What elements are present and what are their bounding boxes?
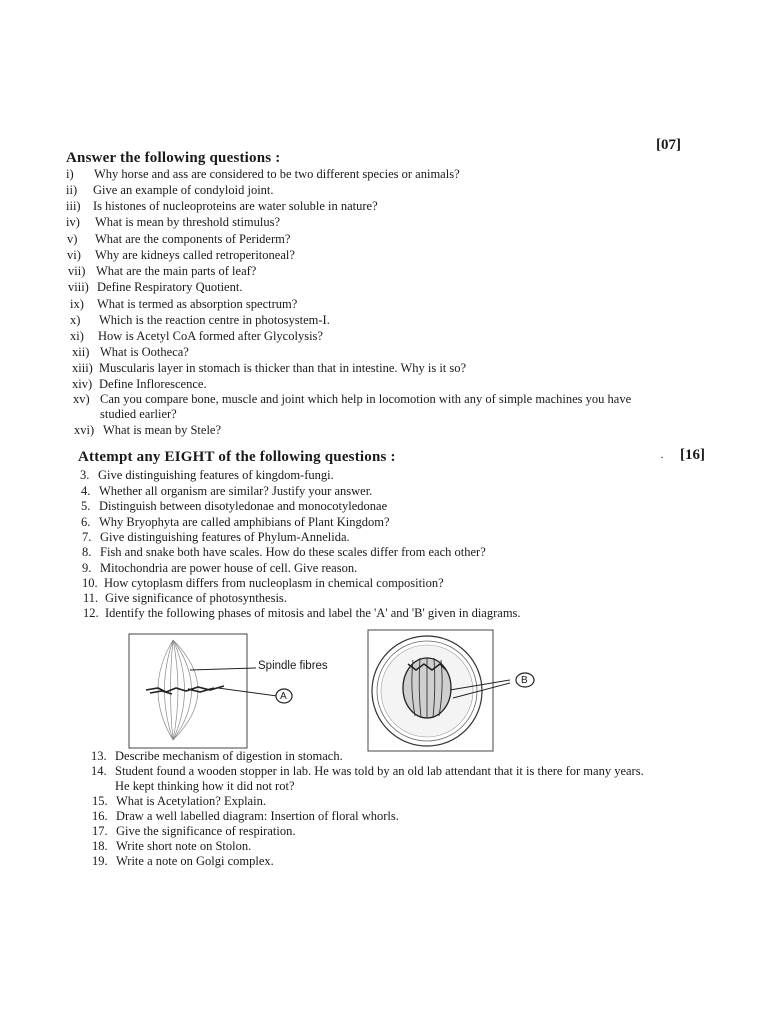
question-text: Define Inflorescence. — [99, 377, 207, 391]
question-number: x) — [70, 313, 81, 327]
question-number: 15. — [92, 794, 108, 808]
question-text: How cytoplasm differs from nucleoplasm in chemical composition? — [104, 576, 444, 590]
question-text: Why Bryophyta are called amphibians of Plant Kingdom? — [99, 515, 390, 529]
question-text: Give an example of condyloid joint. — [93, 183, 274, 197]
question-16 — [92, 809, 399, 824]
question-number: 18. — [92, 839, 108, 853]
question-text: Draw a well labelled diagram: Insertion of floral whorls. — [116, 809, 399, 823]
question-text: Whether all organism are similar? Justify your answer. — [99, 484, 373, 498]
question-text: Student found a wooden stopper in lab. He was told by an old lab attendant that it is there for many years. — [115, 764, 644, 778]
question-number: iii) — [66, 199, 81, 213]
question-text: Define Respiratory Quotient. — [97, 280, 243, 294]
question-text: Identify the following phases of mitosis and label the 'A' and 'B' given in diagrams. — [105, 606, 521, 620]
question-number: iv) — [66, 215, 80, 229]
question-text: What is Acetylation? Explain. — [116, 794, 266, 808]
question-xi — [70, 329, 323, 344]
question-text: Give the significance of respiration. — [116, 824, 296, 838]
question-text: What is termed as absorption spectrum? — [97, 297, 298, 311]
question-text: Give significance of photosynthesis. — [105, 591, 287, 605]
question-xiv — [72, 377, 207, 392]
question-text: Fish and snake both have scales. How do these scales differ from each other? — [100, 545, 486, 559]
question-text: Muscularis layer in stomach is thicker than that in intestine. Why is it so? — [99, 361, 467, 375]
question-text: Why horse and ass are considered to be two different species or animals? — [94, 167, 460, 181]
question-number: 14. — [91, 764, 107, 778]
question-text: Mitochondria are power house of cell. Give reason. — [100, 561, 358, 575]
question-12 — [83, 606, 521, 621]
question-text: Give distinguishing features of Phylum-Annelida. — [100, 530, 350, 544]
question-number: xiv) — [72, 377, 93, 391]
question-vii — [68, 264, 257, 279]
stray-dot: · — [660, 450, 664, 464]
question-number: xvi) — [74, 423, 95, 437]
question-5 — [81, 499, 388, 514]
question-xv-continued: studied earlier? — [100, 407, 177, 421]
question-number: 9. — [82, 561, 92, 575]
question-ii — [66, 183, 274, 198]
question-number: ii) — [66, 183, 78, 197]
question-number: xi) — [70, 329, 84, 343]
question-14-continued: He kept thinking how it did not rot? — [115, 779, 295, 793]
question-text: Can you compare bone, muscle and joint which help in locomotion with any of simple machines you have — [100, 392, 632, 406]
question-19 — [92, 854, 274, 869]
question-number: 3. — [80, 468, 90, 482]
question-number: vii) — [68, 264, 86, 278]
question-number: ix) — [70, 297, 84, 311]
question-text: What are the components of Periderm? — [95, 232, 291, 246]
question-xv — [73, 392, 632, 407]
question-number: xv) — [73, 392, 90, 406]
question-number: i) — [66, 167, 74, 181]
question-iv — [66, 215, 281, 230]
question-vi — [67, 248, 295, 263]
mitosis-diagram-2 — [368, 630, 534, 751]
question-number: 12. — [83, 606, 99, 620]
question-number: vi) — [67, 248, 81, 262]
question-text: Why are kidneys called retroperitoneal? — [95, 248, 295, 262]
question-number: 5. — [81, 499, 91, 513]
question-text: How is Acetyl CoA formed after Glycolysis? — [98, 329, 323, 343]
question-viii — [68, 280, 243, 295]
question-text: Write a note on Golgi complex. — [116, 854, 274, 868]
question-ix — [70, 297, 298, 312]
question-text: What is mean by Stele? — [103, 423, 222, 437]
label-b: B — [521, 675, 528, 686]
question-number: 11. — [83, 591, 99, 605]
question-14 — [91, 764, 644, 779]
question-text: Write short note on Stolon. — [116, 839, 252, 853]
question-4 — [81, 484, 373, 499]
question-xiii — [72, 361, 467, 376]
question-v — [67, 232, 291, 247]
question-text: Which is the reaction centre in photosystem-I. — [99, 313, 330, 327]
section-b-heading: Attempt any EIGHT of the following questions : — [78, 449, 396, 465]
question-6 — [81, 515, 390, 530]
question-number: 4. — [81, 484, 91, 498]
question-text: What are the main parts of leaf? — [96, 264, 257, 278]
question-number: 13. — [91, 749, 107, 763]
question-number: xii) — [72, 345, 90, 359]
spindle-fibres-label: Spindle fibres — [258, 660, 328, 672]
question-x — [70, 313, 330, 328]
question-text: Give distinguishing features of kingdom-fungi. — [98, 468, 334, 482]
question-17 — [92, 824, 296, 839]
question-number: 7. — [82, 530, 92, 544]
question-number: viii) — [68, 280, 89, 294]
question-9 — [82, 561, 358, 576]
question-13 — [91, 749, 343, 764]
question-10 — [82, 576, 444, 591]
question-text: Describe mechanism of digestion in stomach. — [115, 749, 343, 763]
question-18 — [92, 839, 252, 854]
question-number: xiii) — [72, 361, 93, 375]
question-text: Distinguish between disotyledonae and monocotyledonae — [99, 499, 388, 513]
question-number: 10. — [82, 576, 98, 590]
question-number: 8. — [82, 545, 92, 559]
question-number: 17. — [92, 824, 108, 838]
question-xvi — [74, 423, 222, 438]
section-a-heading: Answer the following questions : — [66, 150, 281, 166]
question-3 — [80, 468, 334, 483]
question-11 — [83, 591, 287, 606]
question-15 — [92, 794, 266, 809]
question-xii — [72, 345, 189, 360]
question-iii — [66, 199, 378, 214]
question-text: What is Ootheca? — [100, 345, 189, 359]
section-b-marks: [16] — [680, 447, 705, 463]
question-i — [66, 167, 460, 182]
question-number: v) — [67, 232, 78, 246]
question-text: Is histones of nucleoproteins are water soluble in nature? — [93, 199, 378, 213]
question-8 — [82, 545, 486, 560]
mitosis-diagram-1 — [129, 634, 292, 748]
question-number: 16. — [92, 809, 108, 823]
question-7 — [82, 530, 350, 545]
question-text: What is mean by threshold stimulus? — [95, 215, 281, 229]
section-a-marks: [07] — [656, 137, 681, 153]
label-a: A — [280, 691, 287, 702]
question-number: 6. — [81, 515, 91, 529]
question-number: 19. — [92, 854, 108, 868]
mitosis-diagrams — [128, 628, 548, 752]
